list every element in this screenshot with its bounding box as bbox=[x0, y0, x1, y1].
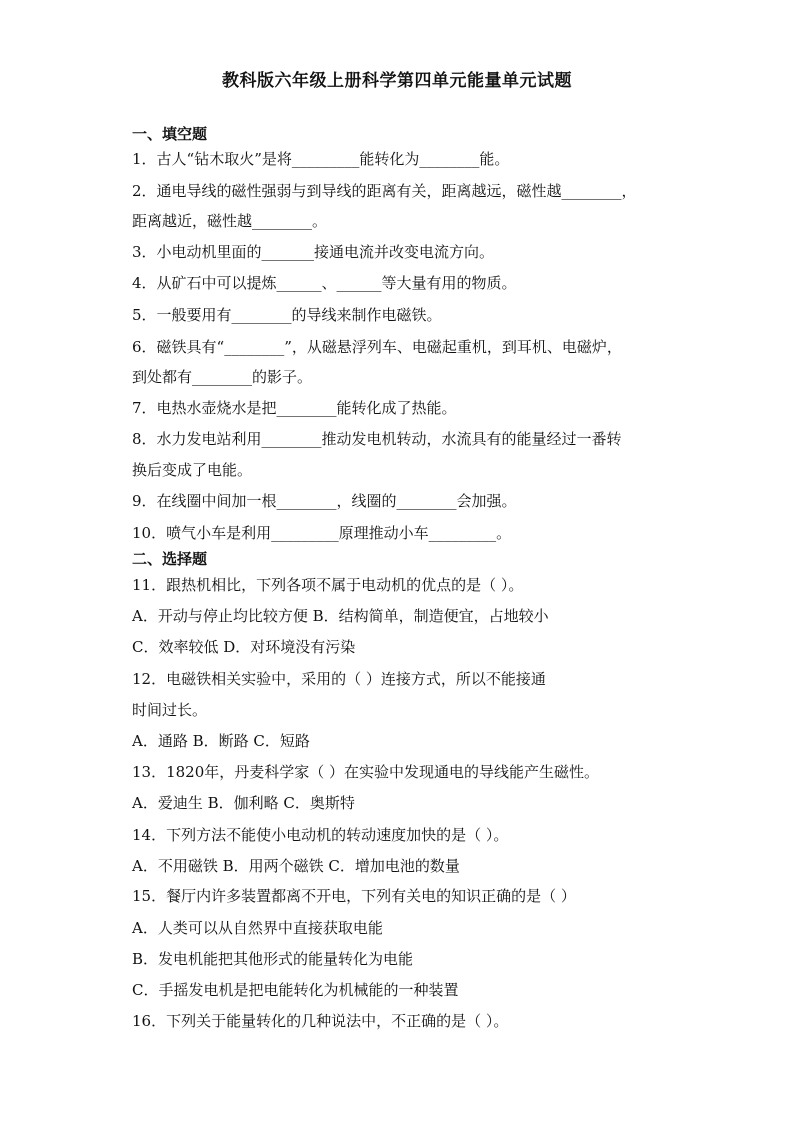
question-13: 13．1820年，丹麦科学家（ ）在实验中发现通电的导线能产生磁性。 bbox=[132, 763, 600, 781]
question-6-line-1: 6．磁铁具有“________”，从磁悬浮列车、电磁起重机，到耳机、电磁炉， bbox=[132, 338, 622, 356]
question-12-line-2: 时间过长。 bbox=[132, 701, 208, 719]
question-10: 10．喷气小车是利用_________原理推动小车_________。 bbox=[132, 524, 512, 542]
question-9: 9．在线圈中间加一根________，线圈的________会加强。 bbox=[132, 492, 517, 510]
question-3: 3．小电动机里面的_______接通电流并改变电流方向。 bbox=[132, 243, 495, 261]
question-2-line-1: 2．通电导线的磁性强弱与到导线的距离有关，距离越远，磁性越________， bbox=[132, 182, 637, 200]
question-12-options: A．通路 B．断路 C．短路 bbox=[132, 732, 310, 750]
question-11-options-cd: C．效率较低 D．对环境没有污染 bbox=[132, 638, 356, 656]
question-14: 14．下列方法不能使小电动机的转动速度加快的是（ ）。 bbox=[132, 826, 509, 844]
question-13-options: A．爱迪生 B．伽利略 C．奥斯特 bbox=[132, 794, 355, 812]
question-15-option-c: C．手摇发电机是把电能转化为机械能的一种装置 bbox=[132, 981, 459, 999]
page-title: 教科版六年级上册科学第四单元能量单元试题 bbox=[222, 71, 572, 91]
question-16: 16．下列关于能量转化的几种说法中，不正确的是（ ）。 bbox=[132, 1012, 509, 1030]
question-8-line-1: 8．水力发电站利用________推动发电机转动，水流具有的能量经过一番转 bbox=[132, 430, 622, 448]
question-5: 5．一般要用有________的导线来制作电磁铁。 bbox=[132, 306, 442, 324]
question-1: 1．古人“钻木取火”是将_________能转化为________能。 bbox=[132, 150, 510, 168]
question-11: 11．跟热机相比，下列各项不属于电动机的优点的是（ ）。 bbox=[132, 576, 524, 594]
section-fill-in-blank: 一、填空题 bbox=[132, 125, 208, 143]
question-15: 15．餐厅内许多装置都离不开电，下列有关电的知识正确的是（ ） bbox=[132, 887, 576, 905]
question-14-options: A．不用磁铁 B．用两个磁铁 C．增加电池的数量 bbox=[132, 857, 460, 875]
question-7: 7．电热水壶烧水是把________能转化成了热能。 bbox=[132, 399, 457, 417]
question-2-line-2: 距离越近，磁性越________。 bbox=[132, 212, 328, 230]
question-4: 4．从矿石中可以提炼______、______等大量有用的物质。 bbox=[132, 274, 517, 292]
question-15-option-b: B．发电机能把其他形式的能量转化为电能 bbox=[132, 950, 414, 968]
question-6-line-2: 到处都有________的影子。 bbox=[132, 368, 313, 386]
section-multiple-choice: 二、选择题 bbox=[132, 550, 208, 568]
question-11-options-ab: A．开动与停止均比较方便 B．结构简单，制造便宜，占地较小 bbox=[132, 607, 549, 625]
question-15-option-a: A．人类可以从自然界中直接获取电能 bbox=[132, 919, 383, 937]
question-12-line-1: 12．电磁铁相关实验中，采用的（ ）连接方式，所以不能接通 bbox=[132, 670, 546, 688]
question-8-line-2: 换后变成了电能。 bbox=[132, 461, 253, 479]
